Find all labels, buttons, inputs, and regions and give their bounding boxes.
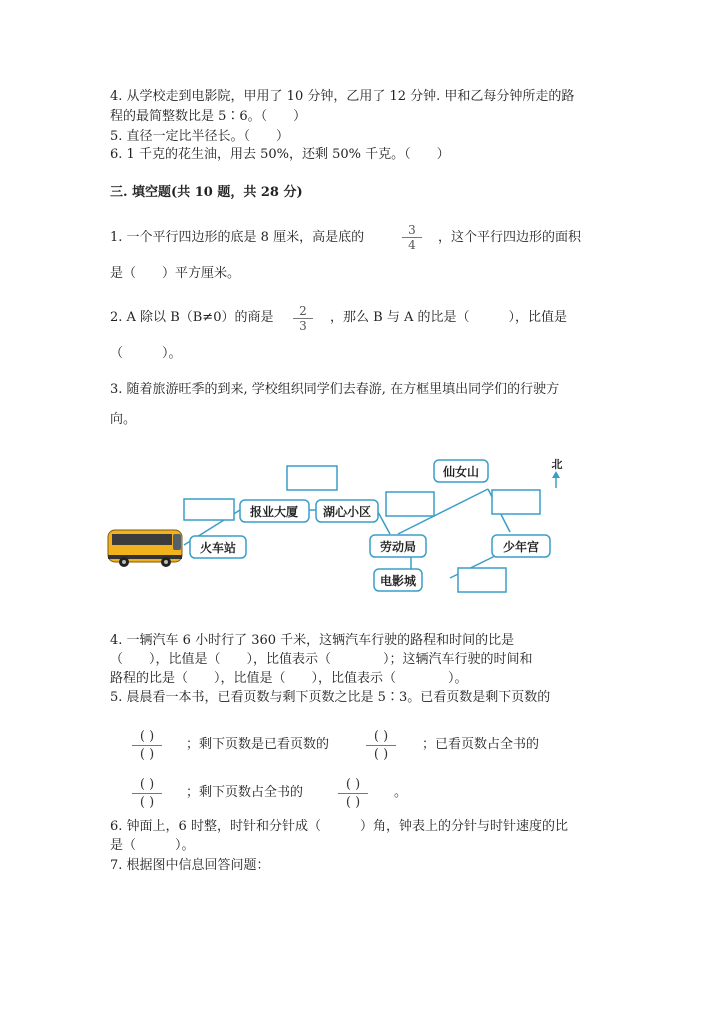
q5-frac-2-num[interactable]: ( ) [373, 729, 389, 744]
q4-line2: （ ），比值是（ ），比值表示（ ）；这辆汽车行驶的时间和 [110, 652, 533, 667]
answer-box-2[interactable] [287, 466, 337, 490]
q5-frac-3-num[interactable]: ( ) [139, 777, 155, 792]
q7-line1: 7. 根据图中信息回答问题： [110, 858, 270, 873]
q2-fraction [293, 304, 313, 333]
answer-box-3[interactable] [386, 492, 434, 516]
place-hu [316, 500, 378, 522]
q4-line3: 路程的比是（ ），比值是（ ），比值表示（ ）。 [110, 671, 468, 686]
q2-line2: （ ）。 [110, 346, 182, 361]
q5-frac-4 [338, 776, 368, 811]
place-dianying [374, 569, 422, 591]
north-arrow-icon [552, 458, 563, 488]
place-hu-label: 湖心小区 [322, 505, 372, 519]
answer-box-5[interactable] [458, 568, 506, 592]
q5-line1: 5. 晨晨看一本书，已看页数与剩下页数之比是 5∶3。已看页数是剩下页数的 [110, 690, 551, 705]
judge-q4-line1: 4. 从学校走到电影院，甲用了 10 分钟，乙用了 12 分钟. 甲和乙每分钟所走的路 [110, 89, 575, 104]
q5-frac-4-den[interactable]: ( ) [338, 793, 368, 811]
answer-box-4[interactable] [492, 490, 540, 514]
q1-line1-after: ，这个平行四边形的面积 [438, 230, 582, 245]
q5-seg1: ；剩下页数是已看页数的 [186, 737, 330, 752]
q2-frac-den: 3 [293, 318, 313, 333]
q3-line1: 3. 随着旅游旺季的到来, 学校组织同学们去春游, 在方框里填出同学们的行驶方 [110, 382, 560, 397]
place-laodong-label: 劳动局 [379, 540, 417, 554]
q1-fraction [402, 223, 422, 252]
bus-icon [108, 530, 182, 567]
q2-frac-num: 2 [299, 304, 307, 318]
q5-seg4: 。 [394, 785, 408, 800]
place-xiannv [434, 460, 488, 482]
place-huoche-label: 火车站 [199, 541, 237, 555]
q5-frac-2-den[interactable]: ( ) [366, 745, 396, 763]
q1-line2: 是（ ）平方厘米。 [110, 266, 241, 281]
section-title: 三. 填空题(共 10 题，共 28 分) [110, 185, 303, 200]
q5-frac-3-den[interactable]: ( ) [132, 793, 162, 811]
q6-line2: 是（ ）。 [110, 838, 195, 853]
q4-line1: 4. 一辆汽车 6 小时行了 360 千米，这辆汽车行驶的路程和时间的比是 [110, 633, 515, 648]
q5-frac-3 [132, 776, 162, 811]
place-laodong [370, 535, 426, 557]
q3-line2: 向。 [110, 412, 137, 427]
q5-frac-4-num[interactable]: ( ) [345, 777, 361, 792]
q1-frac-den: 4 [402, 237, 422, 252]
q5-frac-2 [366, 728, 396, 763]
place-xiannv-label: 仙女山 [442, 465, 480, 479]
place-huoche [190, 536, 246, 558]
north-label: 北 [551, 458, 563, 471]
place-shaonian-label: 少年宫 [502, 540, 540, 554]
place-shaonian [492, 535, 550, 557]
judge-q5: 5. 直径一定比半径长。（ ） [110, 129, 290, 144]
q1-line1-before: 1. 一个平行四边形的底是 8 厘米，高是底的 [110, 230, 365, 245]
q5-seg3: ；剩下页数占全书的 [186, 785, 304, 800]
judge-q6: 6. 1 千克的花生油，用去 50%，还剩 50% 千克。（ ） [110, 147, 450, 162]
place-bao [240, 500, 309, 522]
q5-frac-1-num[interactable]: ( ) [139, 729, 155, 744]
place-bao-label: 报业大厦 [249, 505, 299, 519]
q5-frac-1 [132, 728, 162, 763]
q6-line1: 6. 钟面上，6 时整，时针和分针成（ ）角，钟表上的分针与时针速度的比 [110, 819, 568, 834]
place-dianying-label: 电影城 [379, 574, 417, 588]
answer-box-1[interactable] [184, 499, 234, 520]
q5-frac-1-den[interactable]: ( ) [132, 745, 162, 763]
direction-map [100, 452, 580, 602]
q2-line1-before: 2. A 除以 B（B≠0）的商是 [110, 310, 274, 325]
q2-line1-after: ，那么 B 与 A 的比是（ ），比值是 [330, 310, 567, 325]
judge-q4-line2: 程的最简整数比是 5∶6。（ ） [110, 109, 307, 124]
q1-frac-num: 3 [408, 223, 416, 237]
q5-seg2: ；已看页数占全书的 [422, 737, 540, 752]
